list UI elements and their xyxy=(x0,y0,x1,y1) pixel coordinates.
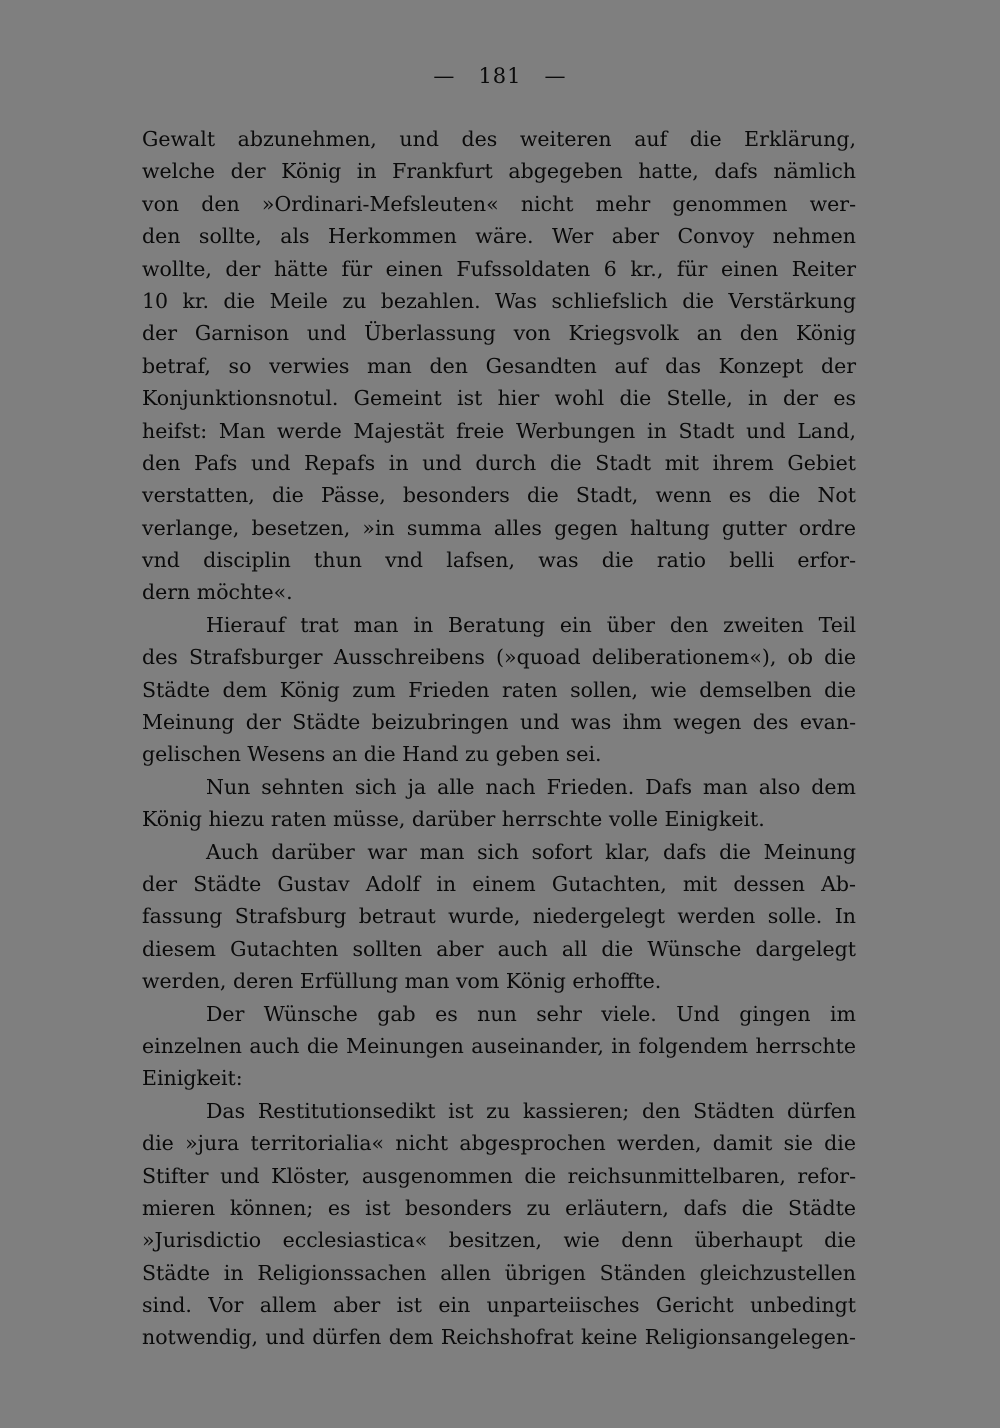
text-line: diesem Gutachten sollten aber auch all die Wünsche dargelegt xyxy=(142,936,856,961)
text-line: vnd disciplin thun vnd lafsen, was die ratio belli erfor- xyxy=(142,548,856,573)
text-line: notwendig, und dürfen dem Reichshofrat keine Religionsangelegen- xyxy=(142,1325,856,1350)
text-line: verlange, besetzen, »in summa alles gegen haltung gutter ordre xyxy=(142,515,856,540)
body-text xyxy=(142,123,856,1354)
text-line: Der Wünsche gab es nun sehr viele. Und gingen im xyxy=(206,1001,856,1026)
text-line: Gewalt abzunehmen, und des weiteren auf die Erklärung, xyxy=(142,127,856,151)
text-line: die »jura territorialia« nicht abgesprochen werden, damit sie die xyxy=(142,1131,856,1156)
text-line: Stifter und Klöster, ausgenommen die reichsunmittelbaren, refor- xyxy=(142,1163,856,1188)
text-line: 10 kr. die Meile zu bezahlen. Was schliefslich die Verstärkung xyxy=(142,288,856,313)
text-line: den Pafs und Repafs in und durch die Stadt mit ihrem Gebiet xyxy=(142,450,856,475)
text-line: »Jurisdictio ecclesiastica« besitzen, wie denn überhaupt die xyxy=(142,1228,856,1253)
text-line: von den »Ordinari-Mefsleuten« nicht mehr genommen wer- xyxy=(142,191,856,216)
text-line: Konjunktionsnotul. Gemeint ist hier wohl die Stelle, in der es xyxy=(142,386,856,411)
text-line: welche der König in Frankfurt abgegeben hatte, dafs nämlich xyxy=(142,159,856,184)
text-line: dern möchte«. xyxy=(142,580,293,605)
text-line: verstatten, die Pässe, besonders die Stadt, wenn es die Not xyxy=(142,483,856,508)
text-line: heifst: Man werde Majestät freie Werbungen in Stadt und Land, xyxy=(142,418,856,443)
text-line: wollte, der hätte für einen Fufssoldaten 6 kr., für einen Reiter xyxy=(142,256,856,281)
text-line: einzelnen auch die Meinungen auseinander, in folgendem herrschte xyxy=(142,1033,856,1058)
text-line: sind. Vor allem aber ist ein unparteiisches Gericht unbedingt xyxy=(142,1293,856,1318)
text-line: der Städte Gustav Adolf in einem Gutachten, mit dessen Ab- xyxy=(142,871,856,896)
text-line: den sollte, als Herkommen wäre. Wer aber Convoy nehmen xyxy=(142,224,856,249)
text-line: Hierauf trat man in Beratung ein über den zweiten Teil xyxy=(206,612,856,637)
text-line: Städte dem König zum Frieden raten sollen, wie demselben die xyxy=(142,677,856,702)
text-line: Auch darüber war man sich sofort klar, dafs die Meinung xyxy=(206,839,856,864)
text-line: Meinung der Städte beizubringen und was ihm wegen des evan- xyxy=(142,710,856,735)
text-line: der Garnison und Überlassung von Kriegsvolk an den König xyxy=(142,321,856,346)
text-line: mieren können; es ist besonders zu erläutern, dafs die Städte xyxy=(142,1195,856,1220)
text-line: Einigkeit: xyxy=(142,1066,243,1091)
text-line: gelischen Wesens an die Hand zu geben sei. xyxy=(142,742,602,767)
text-line: Städte in Religionssachen allen übrigen Ständen gleichzustellen xyxy=(142,1260,856,1285)
text-line: Das Restitutionsedikt ist zu kassieren; den Städten dürfen xyxy=(206,1098,856,1123)
text-line: fassung Strafsburg betraut wurde, niedergelegt werden solle. In xyxy=(142,904,856,929)
text-line: König hiezu raten müsse, darüber herrschte volle Einigkeit. xyxy=(142,807,765,832)
text-line: betraf, so verwies man den Gesandten auf das Konzept der xyxy=(142,353,856,378)
text-line: des Strafsburger Ausschreibens (»quoad deliberationem«), ob die xyxy=(142,645,856,670)
text-line: werden, deren Erfüllung man vom König erhoffte. xyxy=(142,969,662,994)
text-line: Nun sehnten sich ja alle nach Frieden. Dafs man also dem xyxy=(206,774,856,799)
page-number-header: — 181 — xyxy=(433,64,567,88)
